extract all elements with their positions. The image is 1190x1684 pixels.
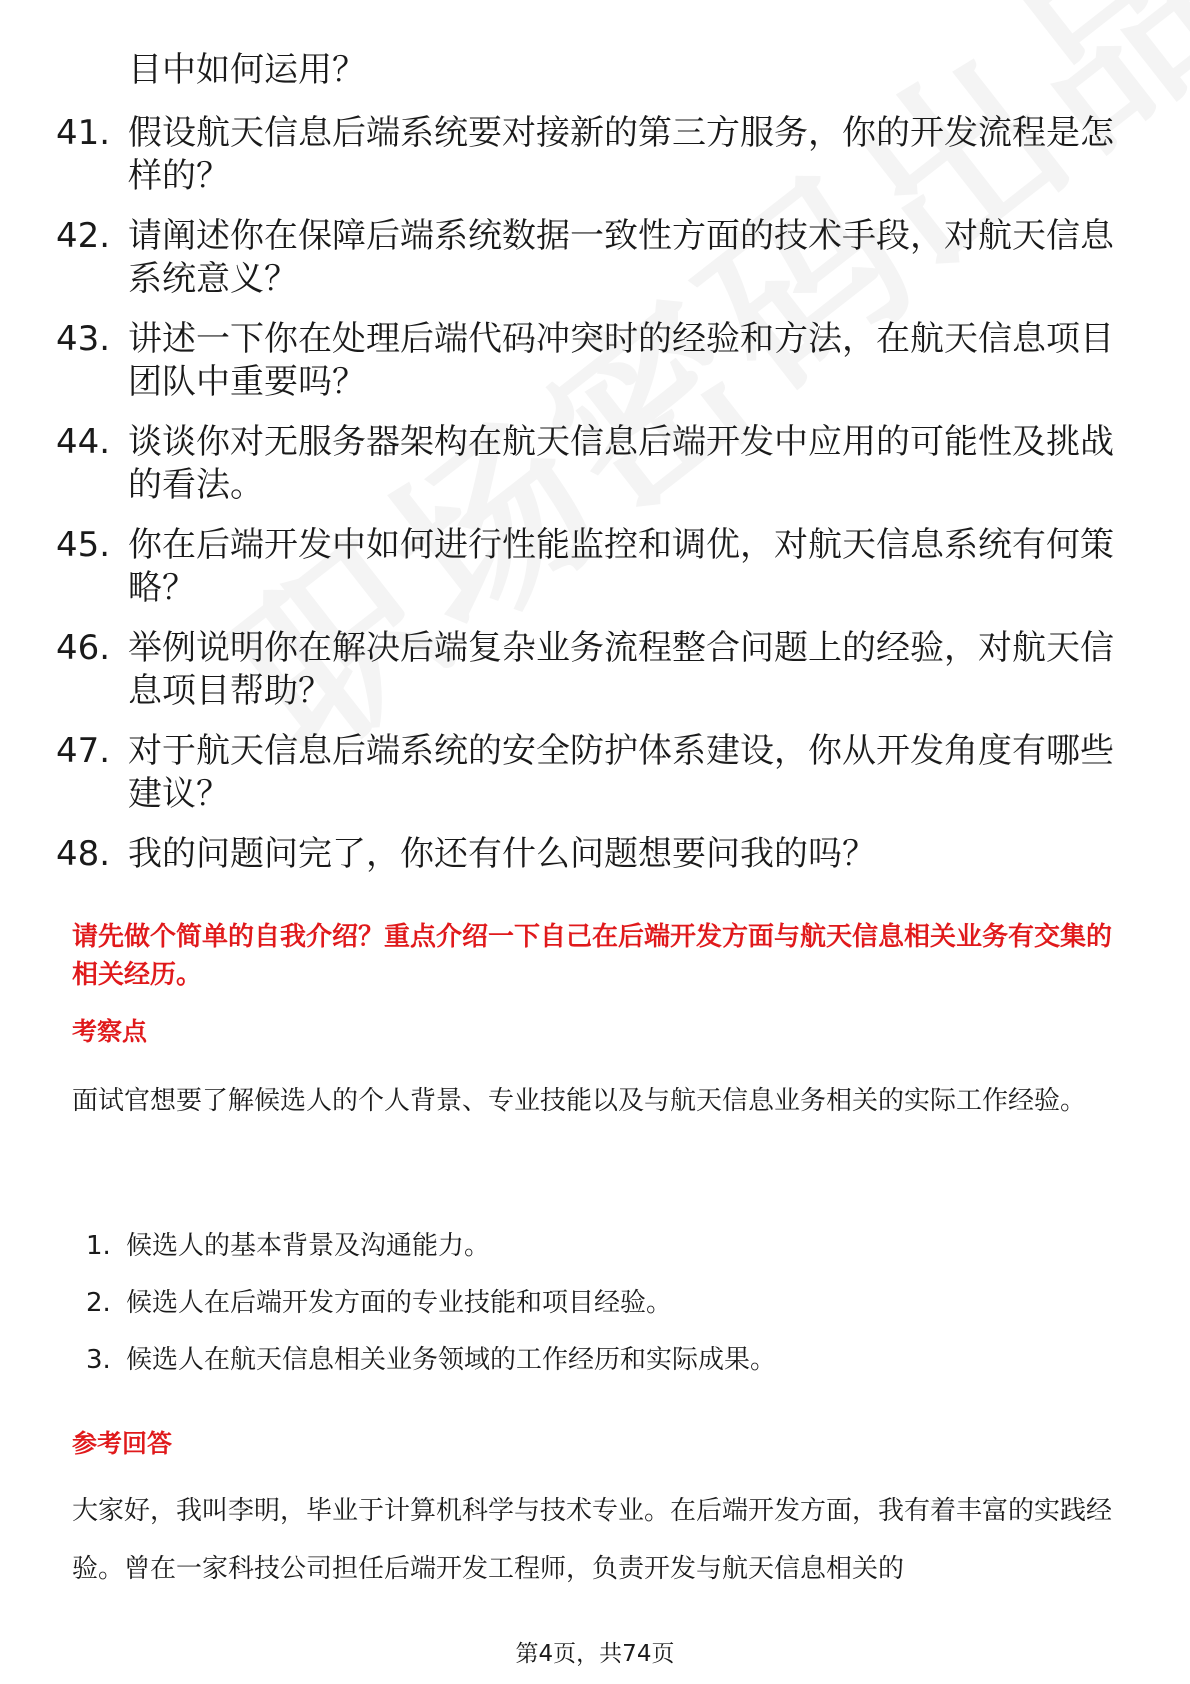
question-item [56,627,1116,713]
question-item [56,524,1116,610]
point-text: 候选人在后端开发方面的专业技能和项目经验。 [126,1288,673,1318]
main-question-heading: 请先做个简单的自我介绍？重点介绍一下自己在后端开发方面与航天信息相关业务有交集的相关经历。 [72,922,1113,990]
question-number: 48. [56,834,111,874]
kaochadian-paragraph: 面试官想要了解候选人的个人背景、专业技能以及与航天信息业务相关的实际工作经验。 [72,1086,1087,1116]
question-number: 46. [56,628,111,668]
question-number: 47. [56,731,111,771]
section-title-kaochadian: 考察点 [72,1017,148,1046]
point-number: 1. [86,1231,111,1261]
question-text: 你在后端开发中如何进行性能监控和调优，对航天信息系统有何策略？ [128,525,1114,608]
page-footer: 第4页，共74页 [515,1641,675,1667]
question-item [56,112,1116,198]
question-item [56,730,1116,816]
question-number: 43. [56,319,111,359]
question-text: 谈谈你对无服务器架构在航天信息后端开发中应用的可能性及挑战的看法。 [128,422,1114,505]
question-item [56,215,1116,301]
question-text: 对于航天信息后端系统的安全防护体系建设，你从开发角度有哪些建议？ [128,731,1114,814]
question-text: 假设航天信息后端系统要对接新的第三方服务，你的开发流程是怎样的？ [128,113,1114,196]
question-number: 45. [56,525,111,565]
question-number: 42. [56,216,111,256]
point-item [86,1285,1086,1321]
question-list [56,112,1116,893]
section-title-answer: 参考回答 [72,1429,173,1458]
point-list [86,1228,1086,1399]
question-item [56,318,1116,404]
question-text: 举例说明你在解决后端复杂业务流程整合问题上的经验，对航天信息项目帮助？ [128,628,1114,711]
point-text: 候选人的基本背景及沟通能力。 [126,1231,491,1261]
question-text: 讲述一下你在处理后端代码冲突时的经验和方法，在航天信息项目团队中重要吗？ [128,319,1114,402]
point-item [86,1342,1086,1378]
point-text: 候选人在航天信息相关业务领域的工作经历和实际成果。 [126,1345,777,1375]
question-number: 41. [56,113,111,153]
point-number: 3. [86,1345,111,1375]
question-continuation: 目中如何运用？ [128,50,366,90]
answer-paragraph: 大家好，我叫李明，毕业于计算机科学与技术专业。在后端开发方面，我有着丰富的实践经验。曾在一家科技公司担任后端开发工程师，负责开发与航天信息相关的 [72,1496,1113,1584]
question-text: 请阐述你在保障后端系统数据一致性方面的技术手段，对航天信息系统意义？ [128,216,1114,299]
point-number: 2. [86,1288,111,1318]
question-item [56,421,1116,507]
question-text: 我的问题问完了，你还有什么问题想要问我的吗？ [128,834,876,874]
question-number: 44. [56,422,111,462]
question-item [56,833,1116,876]
point-item [86,1228,1086,1264]
